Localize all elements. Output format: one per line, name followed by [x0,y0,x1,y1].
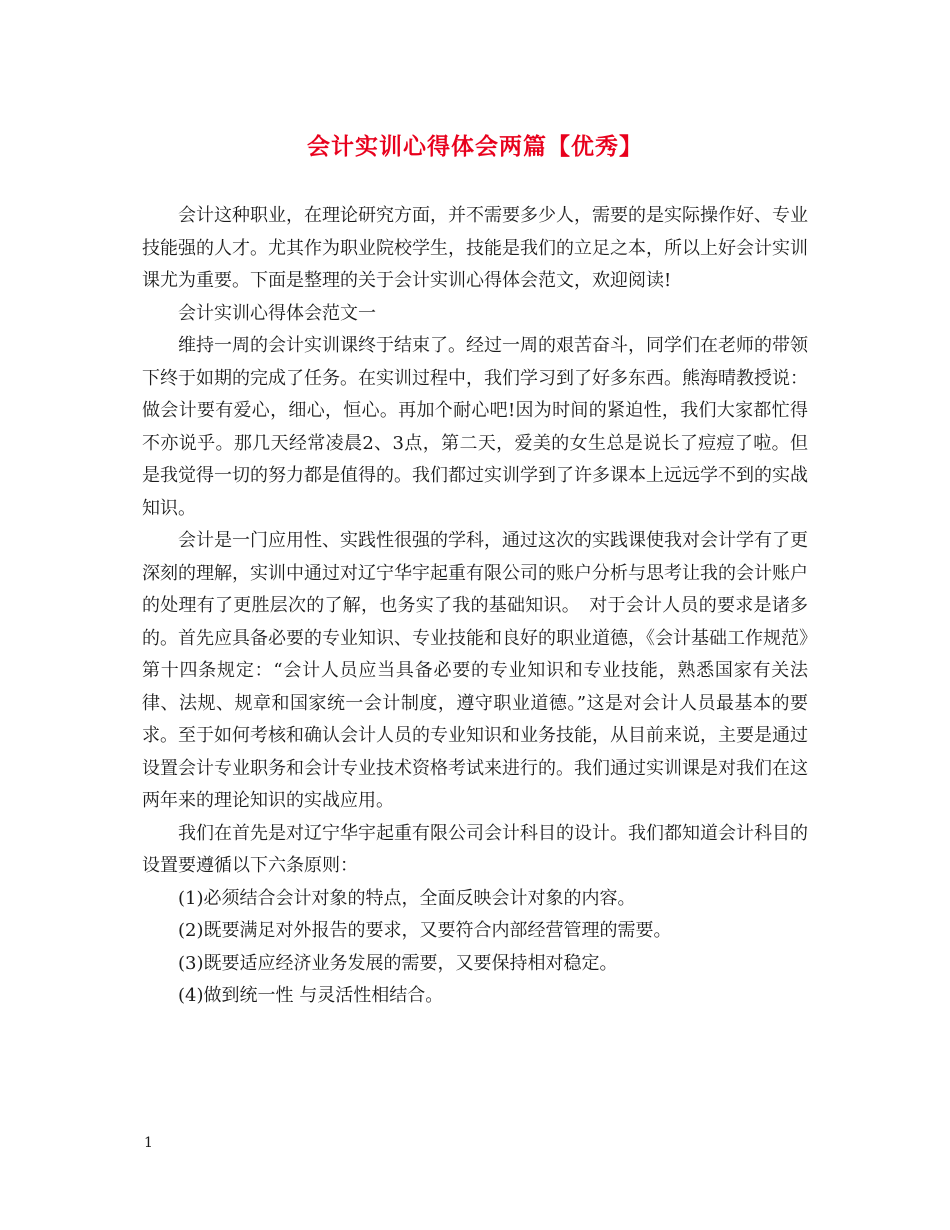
section-heading-sample-one: 会计实训心得体会范文一 [178,302,376,324]
paragraph-account-design: 我们在首先是对辽宁华宇起重有限公司会计科目的设计。我们都知道会计科目的设置要遵循以下六条原则： [142,822,808,876]
principle-item-1: (1)必须结合会计对象的特点，全面反映会计对象的内容。 [178,887,636,909]
principle-item-2: (2)既要满足对外报告的要求，又要符合内部经营管理的需要。 [178,920,672,941]
paragraph-intro: 会计这种职业，在理论研究方面，并不需要多少人，需要的是实际操作好、专业技能强的人才。尤其作为职业院校学生，技能是我们的立足之本，所以上好会计实训课尤为重要。下面是整理的关于会计实训心得体会范文，欢迎阅读! [142,205,808,291]
principle-item-4: (4)做到统一性 与灵活性相结合。 [178,985,444,1006]
page-number: 1 [144,1135,153,1151]
document-body [142,200,808,1013]
document-title: 会计实训心得体会两篇【优秀】 [307,133,643,160]
paragraph-accounting-discipline: 会计是一门应用性、实践性很强的学科，通过这次的实践课使我对会计学有了更深刻的理解，实训中通过对辽宁华宇起重有限公司的账户分析与思考让我的会计账户的处理有了更胜层次的了解，也务实了我的基础知识。 对于会计人员的要求是诸多的。首先应具备必要的专业知识、专业技能和良好的职业道德，《会计基础工作规范》第十四条规定：“会计人员应当具备必要的专业知识和专业技能，熟悉国家有关法律、法规、规章和国家统一会计制度，遵守职业道德。”这是对会计人员最基本的要求。至于如何考核和确认会计人员的专业知识和业务技能，从目前来说，主要是通过设置会计专业职务和会计专业技术资格考试来进行的。我们通过实训课是对我们在这两年来的理论知识的实战应用。 [142,530,808,811]
principle-item-3: (3)既要适应经济业务发展的需要，又要保持相对稳定。 [178,952,618,974]
paragraph-training-week: 维持一周的会计实训课终于结束了。经过一周的艰苦奋斗，同学们在老师的带领下终于如期的完成了任务。在实训过程中，我们学习到了好多东西。熊海晴教授说：做会计要有爱心，细心，恒心。再加个耐心吧!因为时间的紧迫性，我们大家都忙得不亦说乎。那几天经常凌晨2、3点，第二天，爱美的女生总是说长了痘痘了啦。但是我觉得一切的努力都是值得的。我们都过实训学到了许多课本上远远学不到的实战知识。 [142,335,808,519]
